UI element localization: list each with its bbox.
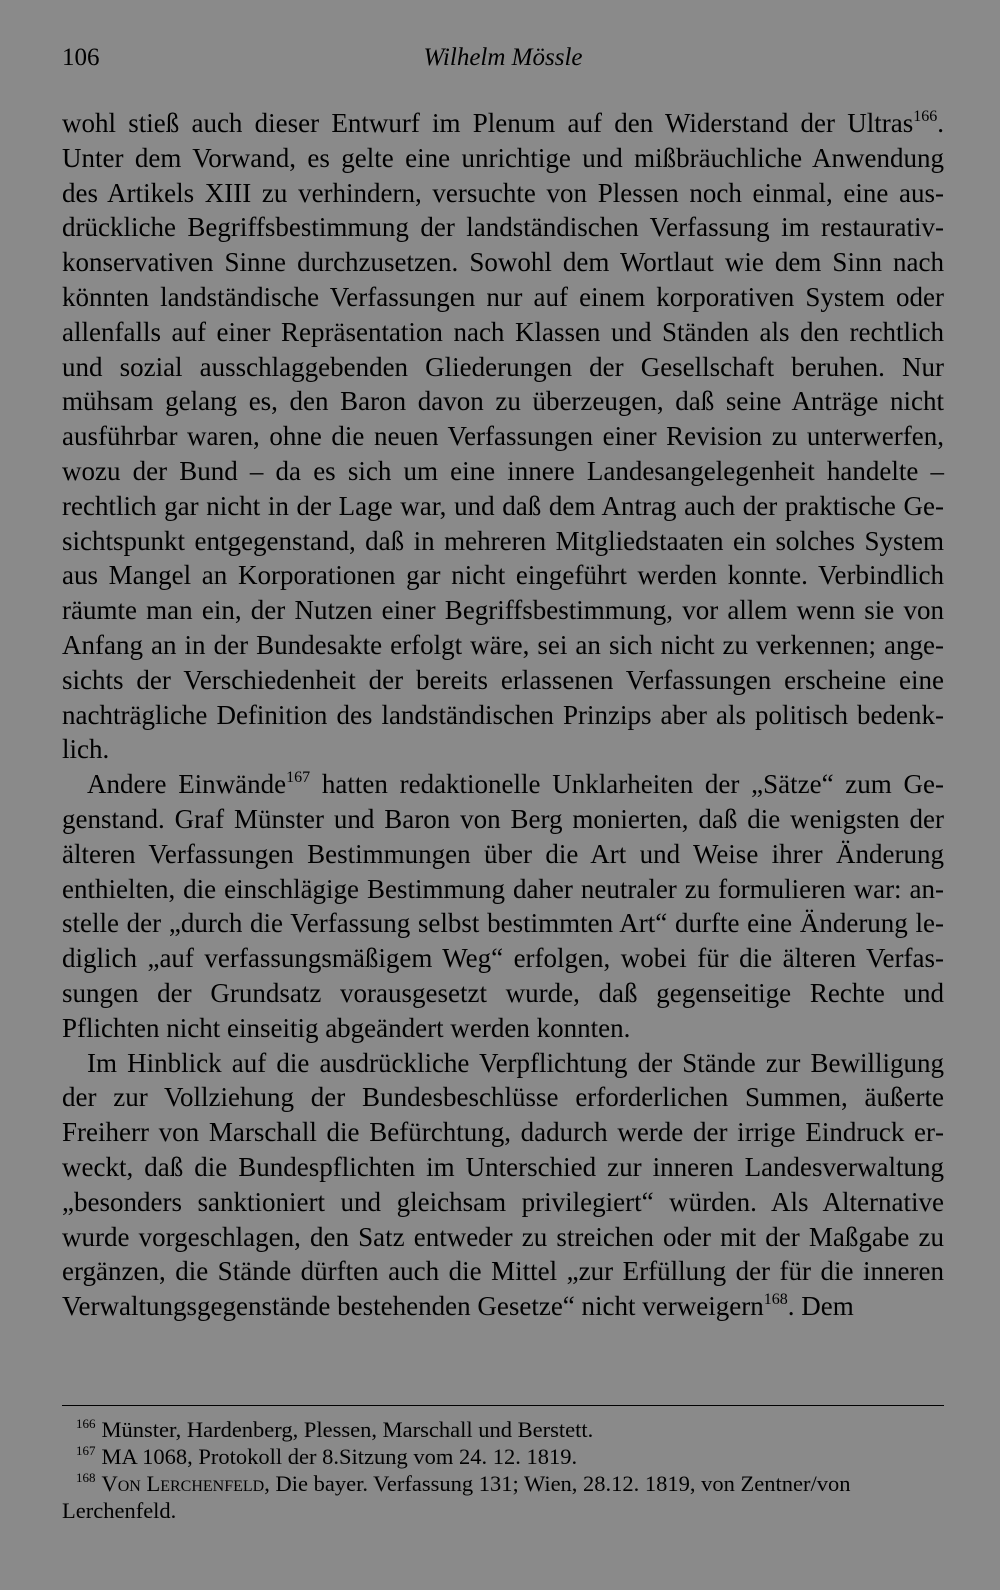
footnotes [62, 1416, 944, 1524]
paragraph-2 [62, 767, 944, 1045]
footnote-text: , Die bayer. Verfassung 131; Wien, 28.12. 1819, von Zentner/von Lerchenfeld. [62, 1471, 851, 1523]
paragraph-1 [62, 106, 944, 767]
footnote-166 [62, 1416, 944, 1443]
footnote-text: MA 1068, Protokoll der 8.Sitzung vom 24. 12. 1819. [101, 1444, 578, 1469]
paragraph-1-text-a: wohl stieß auch dieser Entwurf im Plenum auf den Widerstand der Ultras [62, 108, 914, 138]
footnote-number: 167 [76, 1443, 96, 1458]
paragraph-2-text-a: Andere Einwände [87, 769, 287, 800]
footnote-167 [62, 1443, 944, 1470]
footnote-ref-166: 166 [913, 108, 938, 125]
footnote-ref-168: 168 [763, 1291, 788, 1309]
footnote-168 [62, 1470, 944, 1524]
paragraph-3-text-a: Im Hinblick auf die ausdrückliche Verpflichtung der Stände zur Bewilligung der zur Vollziehung der Bundesbeschlüsse erforderlichen Summen, äußerte Freiherr von Marschall die Befürchtung, dadurch werde der irrige Eindruck erweckt, daß die Bundespflichten im Unterschied zur inneren Landesverwaltung „besonders sanktioniert und gleichsam privilegiert“ würden. Als Alternative wurde vorgeschlagen, den Satz entweder zu streichen oder mit der Maßgabe zu ergänzen, die Stände dürften auch die Mittel „zur Erfüllung der für die inneren Verwaltungsgegenstände bestehenden Gesetze“ nicht verweigern [62, 1047, 944, 1322]
footnote-author: Von Lerchenfeld [101, 1471, 265, 1496]
paragraph-3-text-b: . Dem [787, 1291, 854, 1322]
footnote-text: Münster, Hardenberg, Plessen, Marschall und Berstett. [101, 1417, 594, 1442]
footnote-number: 168 [76, 1470, 96, 1485]
page-number: 106 [62, 44, 100, 71]
page-header [62, 40, 944, 80]
paragraph-1-text-b: . Unter dem Vorwand, es gelte eine unrichtige und mißbräuchliche Anwendung des Artikels XIII zu verhindern, versuchte von Plessen noch einmal, eine ausdrückliche Begriffsbestimmung der landständischen Verfassung im restaurativkonservativen Sinne durchzusetzen. Sowohl dem Wortlaut wie dem Sinn nach könnten landständische Verfassungen nur auf einem korporativen System oder allenfalls auf einer Repräsentation nach Klassen und Ständen als den rechtlich und sozial ausschlaggebenden Gliederungen der Gesellschaft beruhen. Nur mühsam gelang es, den Baron davon zu überzeugen, daß seine Anträge nicht ausführbar waren, ohne die neuen Verfassungen einer Revision zu unterwerfen, wozu der Bund – da es sich um eine innere Landesangelegenheit handelte – rechtlich gar nicht in der Lage war, und daß dem Antrag auch der praktische Gesichtspunkt entgegenstand, daß in mehreren Mitgliedstaaten ein solches System aus Mangel an Korporationen gar nicht eingeführt werden konnte. Verbindlich räumte man ein, der Nutzen einer Begriffsbestimmung, vor allem wenn sie von Anfang an in der Bundesakte erfolgt wäre, sei an sich nicht zu verkennen; angesichts der Verschiedenheit der bereits erlassenen Verfassungen erscheine eine nachträgliche Definition des landständischen Prinzips aber als politisch bedenklich. [62, 108, 944, 765]
paragraph-2-text-b: hatten redaktionelle Unklarheiten der „Sätze“ zum Gegenstand. Graf Münster und Baron von Berg monierten, daß die wenigsten der älteren Verfassungen Bestimmungen über die Art und Weise ihrer Änderung enthielten, die einschlägige Bestimmung daher neutraler zu formulieren war: anstelle der „durch die Verfassung selbst bestimmten Art“ durfte eine Änderung lediglich „auf verfassungsmäßigem Weg“ erfolgen, wobei für die älteren Verfassungen der Grundsatz vorausgesetzt wurde, daß gegenseitige Rechte und Pflichten nicht einseitig abgeändert werden konnten. [62, 769, 944, 1043]
paragraph-3 [62, 1046, 944, 1324]
running-head: Wilhelm Mössle [423, 44, 583, 71]
footnote-number: 166 [76, 1416, 96, 1431]
book-page [62, 0, 944, 1590]
main-text [62, 106, 944, 1324]
footnote-ref-167: 167 [286, 769, 311, 787]
footnote-divider [62, 1405, 944, 1406]
